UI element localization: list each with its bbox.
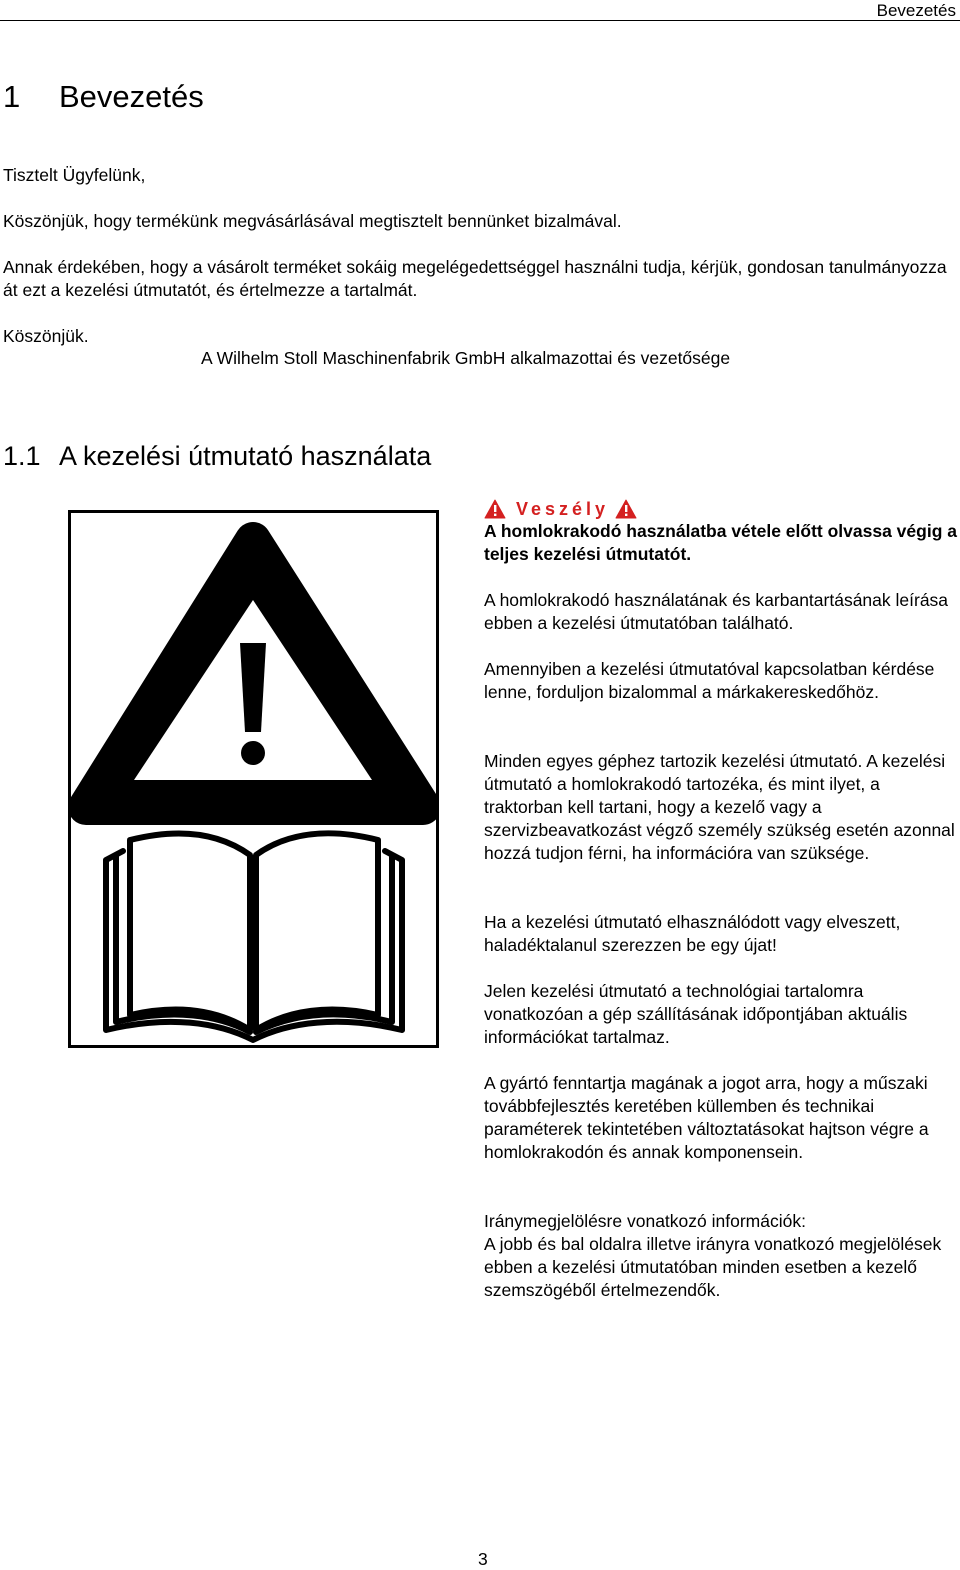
paragraph-1: A homlokrakodó használatának és karbantartásának leírása ebben a kezelési útmutatóban található. — [484, 590, 949, 633]
thanks-line: Köszönjük, hogy termékünk megvásárlásával megtisztelt bennünket bizalmával. — [3, 211, 622, 231]
page-number: 3 — [478, 1549, 488, 1569]
paragraph-3: Minden egyes géphez tartozik kezelési útmutató. A kezelési útmutató a homlokrakodó tartozéka, és mint ilyet, a traktorban kell tartani, hogy a kezelő vagy a szervizbeavatkozást végző személy szükség esetén azonnal hozzá tudjon férni, ha információra van szüksége. — [484, 751, 955, 863]
read-manual-warning-sign-icon — [68, 510, 439, 1048]
warning-triangle-icon — [615, 499, 637, 519]
direction-info-text: A jobb és bal oldalra illetve irányra vonatkozó megjelölések ebben a kezelési útmutatóban minden esetben a kezelő szemszögéből értelmezendők. — [484, 1234, 942, 1300]
warning-bold-text: A homlokrakodó használatba vétele előtt olvassa végig a teljes kezelési útmutatót. — [484, 521, 957, 564]
intro-paragraph: Annak érdekében, hogy a vásárolt terméket sokáig megelégedettséggel használni tudja, kérjük, gondosan tanulmányozza át ezt a kezelési útmutatót, és értelmezze a tartalmát. — [3, 257, 947, 300]
paragraph-4: Ha a kezelési útmutató elhasználódott vagy elveszett, haladéktalanul szerezzen be egy újat! — [484, 912, 901, 955]
warning-label-text: Veszély — [516, 498, 610, 519]
running-header-title: Bevezetés — [876, 1, 956, 20]
paragraph-5: Jelen kezelési útmutató a technológiai tartalomra vonatkozóan a gép szállításának időpontjában aktuális információkat tartalmaz. — [484, 981, 908, 1047]
closing-text: Köszönjük. — [3, 326, 89, 346]
salutation: Tisztelt Ügyfelünk, — [3, 165, 146, 185]
section-heading-1 — [3, 79, 204, 115]
paragraph-6: A gyártó fenntartja magának a jogot arra, hogy a műszaki továbbfejlesztés keretében küllemben és technikai paraméterek tekintetében változtatásokat hajtson végre a homlokrakodón és annak komponensein. — [484, 1073, 929, 1162]
warning-label — [484, 497, 637, 521]
header-divider — [0, 20, 960, 21]
direction-info-heading: Iránymegjelölésre vonatkozó információk: — [484, 1211, 806, 1231]
paragraph-2: Amennyiben a kezelési útmutatóval kapcsolatban kérdése lenne, forduljon bizalommal a márkakereskedőhöz. — [484, 659, 935, 702]
section-title: Bevezetés — [59, 79, 204, 114]
section-number: 1 — [3, 79, 21, 114]
subsection-number: 1.1 — [3, 441, 41, 471]
section-heading-1-1 — [3, 441, 431, 472]
signature: A Wilhelm Stoll Maschinenfabrik GmbH alkalmazottai és vezetősége — [201, 348, 731, 368]
subsection-title: A kezelési útmutató használata — [59, 441, 432, 471]
warning-triangle-icon — [484, 499, 506, 519]
